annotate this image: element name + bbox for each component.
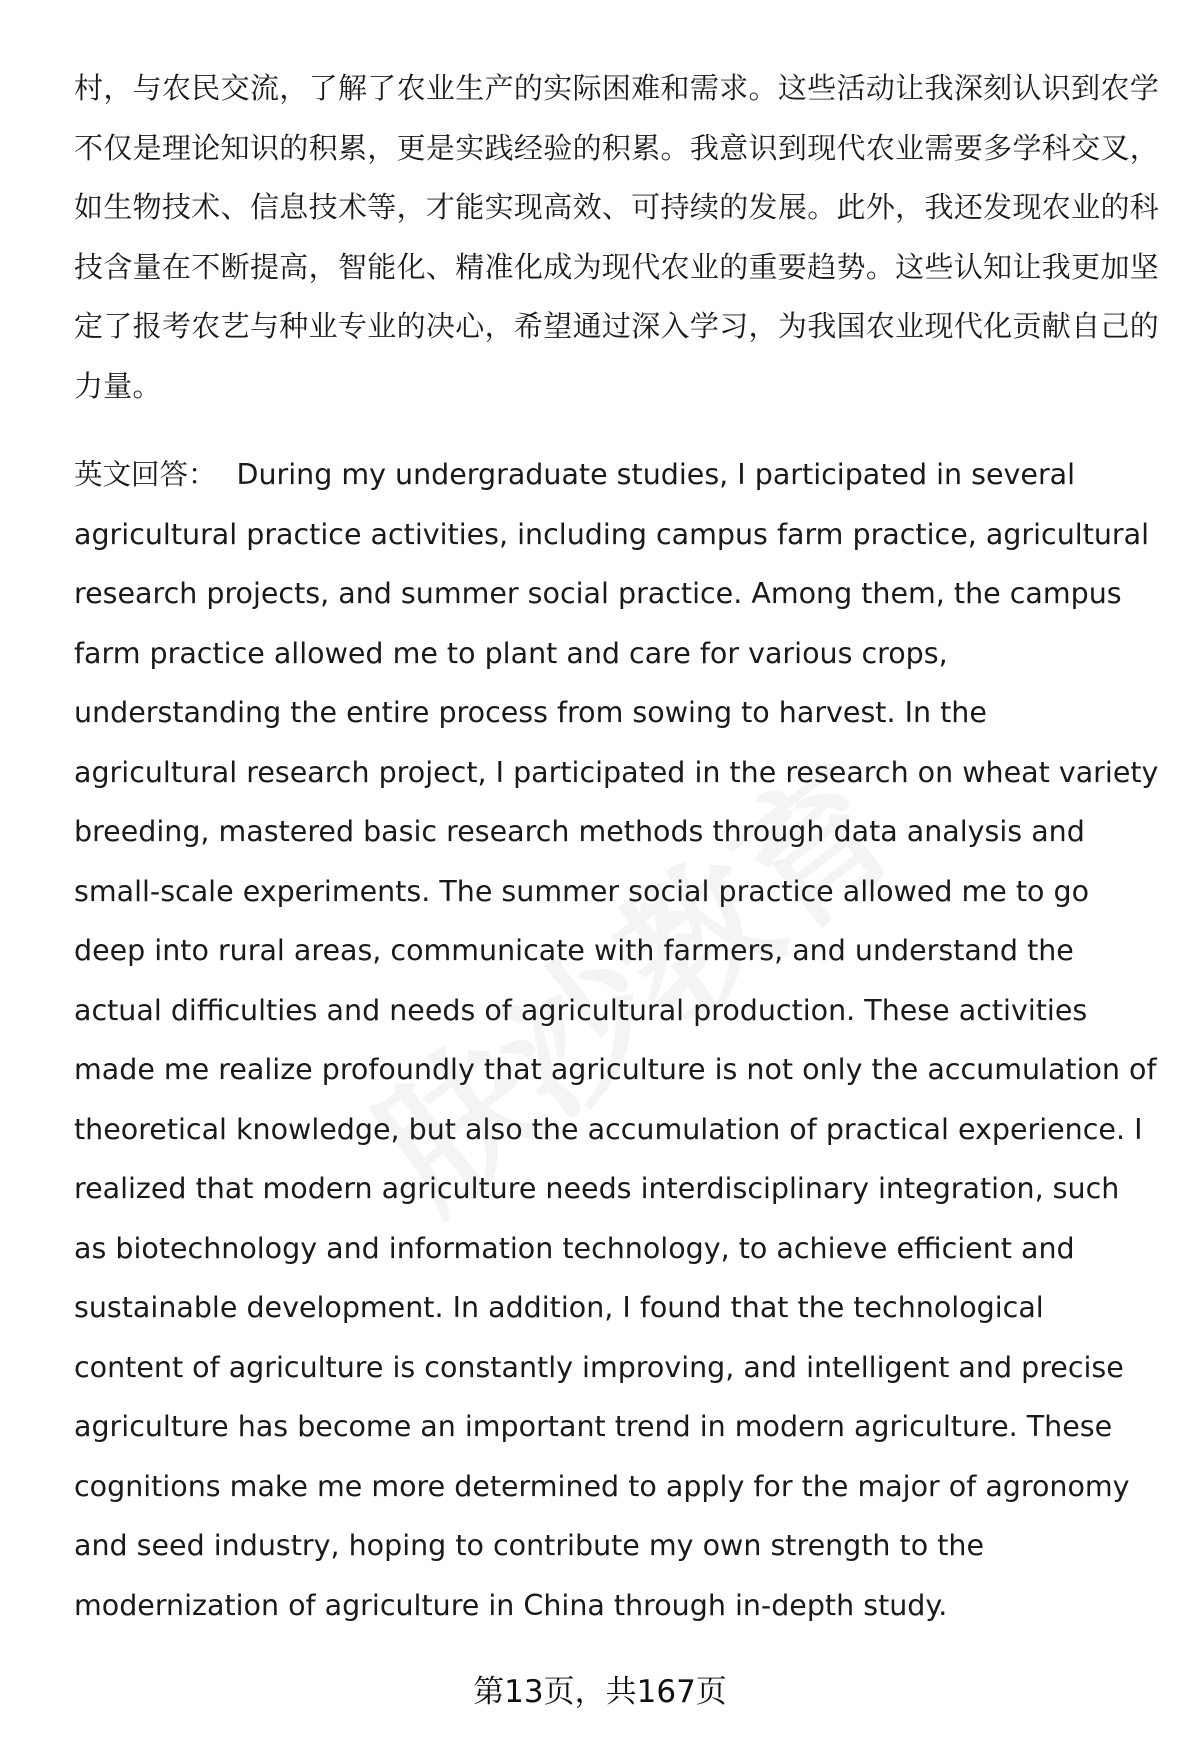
english-answer-paragraph [74, 445, 1159, 1635]
english-answer-text: During my undergraduate studies, I participated in several agricultural practice activities, including campus farm practice, agricultural research projects, and summer social practice. Among them, the campus farm practice allowed me to plant and care for various crops, understanding the entire process from sowing to harvest. In the agricultural research project, I participated in the research on wheat variety breeding, mastered basic research methods through data analysis and small-scale experiments. The summer social practice allowed me to go deep into rural areas, communicate with farmers, and understand the actual difficulties and needs of agricultural production. These activities made me realize profoundly that agriculture is not only the accumulation of theoretical knowledge, but also the accumulation of practical experience. I realized that modern agriculture needs interdisciplinary integration, such as biotechnology and information technology, to achieve efficient and sustainable development. In addition, I found that the technological content of agriculture is constantly improving, and intelligent and precise agriculture has become an important trend in modern agriculture. These cognitions make me more determined to apply for the major of agronomy and seed industry, hoping to contribute my own strength to the modernization of agriculture in China through in-depth study. [74, 458, 1159, 1622]
english-answer-label: 英文回答： [74, 458, 217, 491]
page-number-footer: 第13页，共167页 [473, 1674, 727, 1710]
chinese-answer-paragraph: 村，与农民交流，了解了农业生产的实际困难和需求。这些活动让我深刻认识到农学不仅是理论知识的积累，更是实践经验的积累。我意识到现代农业需要多学科交叉，如生物技术、信息技术等，才能实现高效、可持续的发展。此外，我还发现农业的科技含量在不断提高，智能化、精准化成为现代农业的重要趋势。这些认知让我更加坚定了报考农艺与种业专业的决心，希望通过深入学习，为我国农业现代化贡献自己的力量。 [74, 71, 1159, 403]
